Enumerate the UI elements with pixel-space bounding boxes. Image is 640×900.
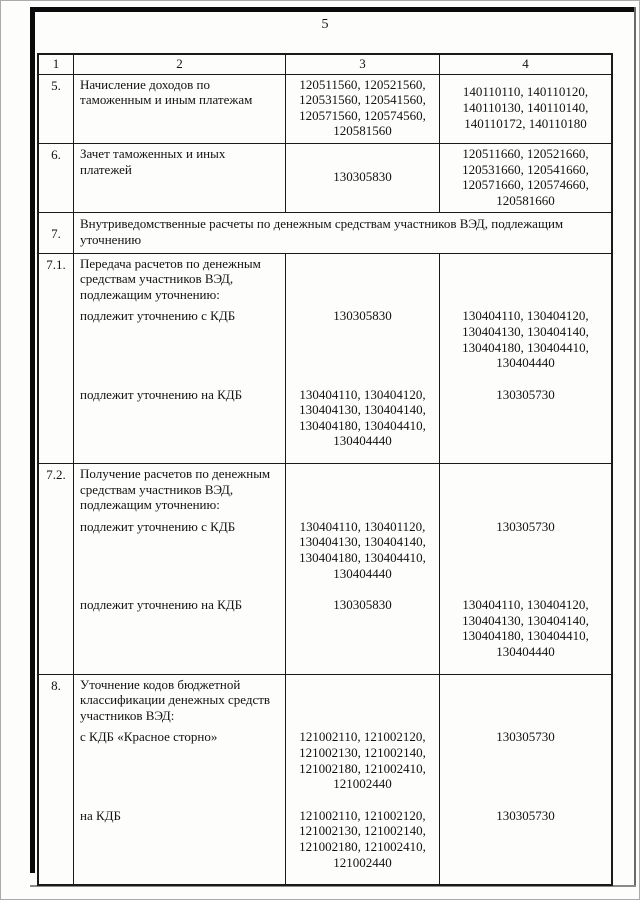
credit-codes: 120511660, 120521660, 120531660, 120541660, 120571660, 120574660, 120581660 xyxy=(439,144,611,212)
credit-codes: 130305730 xyxy=(439,727,611,805)
credit-codes: 130404110, 130404120, 130404130, 130404140, 130404180, 130404410, 130404440 xyxy=(439,595,611,673)
row-number: 7.1. xyxy=(46,256,66,272)
page-frame-left xyxy=(30,7,35,873)
debit-codes: 120511560, 120521560, 120531560, 120541560, 120571560, 120574560, 120581560 xyxy=(285,75,439,143)
row-subitem-label: подлежит уточнению с КДБ xyxy=(73,306,285,384)
row-description: Начисление доходов по таможенным и иным платежам xyxy=(73,75,285,143)
credit-codes: 130305730 xyxy=(439,806,611,884)
row-description: Получение расчетов по денежным средствам участников ВЭД, подлежащим уточнению: xyxy=(73,464,285,517)
row-subitem-label: на КДБ xyxy=(73,806,285,884)
row-subitem-label: подлежит уточнению с КДБ xyxy=(73,517,285,595)
row-number: 8. xyxy=(51,677,61,693)
debit-codes xyxy=(285,254,439,307)
row-number: 6. xyxy=(51,146,61,162)
page-frame-top xyxy=(30,7,635,12)
debit-codes: 121002110, 121002120, 121002130, 121002140, 121002180, 121002410, 121002440 xyxy=(285,806,439,884)
column-header: 1 xyxy=(52,56,60,71)
debit-codes: 130305830 xyxy=(285,595,439,673)
credit-codes: 140110110, 140110120, 140110130, 140110140, 140110172, 140110180 xyxy=(439,75,611,143)
debit-codes xyxy=(285,464,439,517)
debit-codes: 130305830 xyxy=(285,306,439,384)
debit-codes: 121002110, 121002120, 121002130, 121002140, 121002180, 121002410, 121002440 xyxy=(285,727,439,805)
column-header: 2 xyxy=(73,55,285,74)
row-subitem-label: подлежит уточнению на КДБ xyxy=(73,385,285,463)
debit-codes: 130404110, 130404120, 130404130, 130404140, 130404180, 130404410, 130404440 xyxy=(285,385,439,463)
page-number: 5 xyxy=(321,17,329,32)
operations-table xyxy=(37,53,613,886)
credit-codes xyxy=(439,464,611,517)
table-row-6 xyxy=(39,143,611,212)
debit-codes xyxy=(285,675,439,728)
table-row-7 xyxy=(39,212,611,252)
table-row-8 xyxy=(39,674,611,885)
row-subitem-label: с КДБ «Красное сторно» xyxy=(73,727,285,805)
row-description: Зачет таможенных и иных платежей xyxy=(73,144,285,212)
credit-codes xyxy=(439,675,611,728)
row-number: 5. xyxy=(51,77,61,93)
table-row-7-1 xyxy=(39,253,611,464)
debit-codes: 130305830 xyxy=(285,144,439,212)
column-header: 3 xyxy=(285,55,439,74)
debit-codes: 130404110, 130401120, 130404130, 130404140, 130404180, 130404410, 130404440 xyxy=(285,517,439,595)
table-row-5 xyxy=(39,74,611,143)
row-subitem-label: подлежит уточнению на КДБ xyxy=(73,595,285,673)
row-span-text: Внутриведомственные расчеты по денежным средствам участников ВЭД, подлежащим уточнению xyxy=(73,213,611,252)
row-description: Уточнение кодов бюджетной классификации денежных средств участников ВЭД: xyxy=(73,675,285,728)
row-number: 7. xyxy=(51,226,61,242)
page-content xyxy=(37,17,613,886)
credit-codes: 130305730 xyxy=(439,385,611,463)
table-row-7-2 xyxy=(39,463,611,674)
page-frame-right xyxy=(634,7,636,887)
table-header-row xyxy=(39,55,611,74)
row-description: Передача расчетов по денежным средствам участников ВЭД, подлежащим уточнению: xyxy=(73,254,285,307)
column-header: 4 xyxy=(439,55,611,74)
credit-codes: 130404110, 130404120, 130404130, 130404140, 130404180, 130404410, 130404440 xyxy=(439,306,611,384)
credit-codes xyxy=(439,254,611,307)
row-number: 7.2. xyxy=(46,467,66,483)
credit-codes: 130305730 xyxy=(439,517,611,595)
